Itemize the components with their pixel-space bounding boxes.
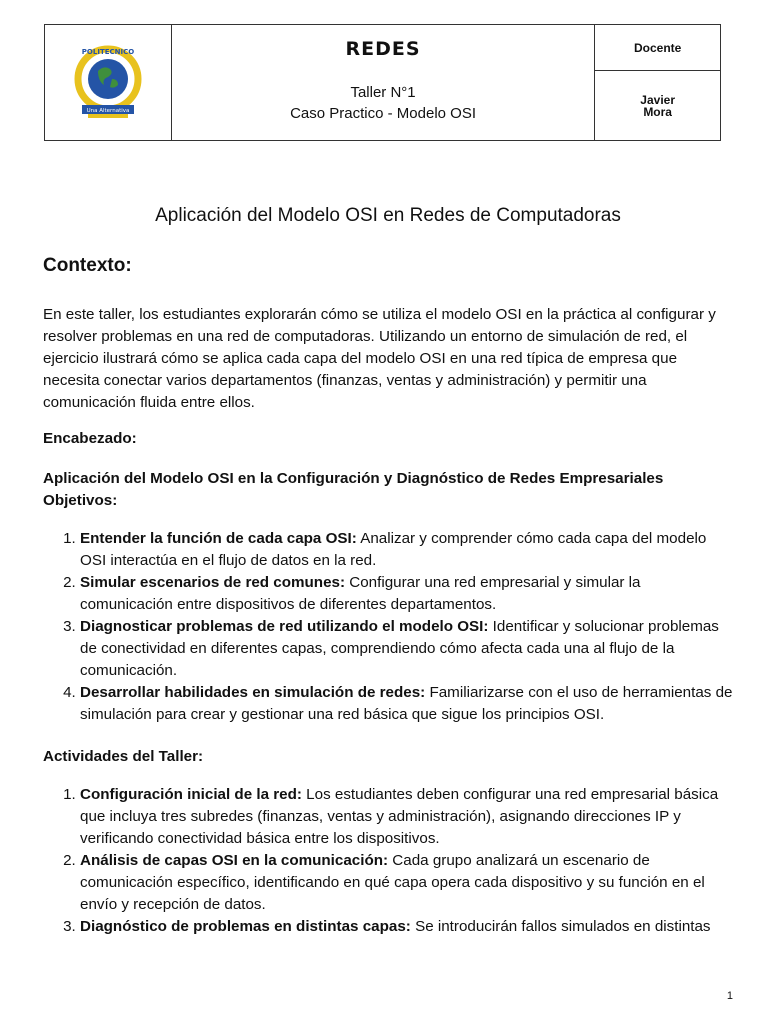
item-text: Cada grupo analizará un escenario de comunicación específico, identificando en qué capa opera cada dispositivo y su función en el envío y recepción de datos.	[80, 852, 705, 913]
objetivos-label: Objetivos:	[43, 492, 118, 509]
header-table	[44, 24, 721, 141]
workshop-number: Taller N°1	[350, 83, 416, 101]
case-name: Caso Practico - Modelo OSI	[290, 104, 476, 122]
objetivos-list	[43, 528, 733, 726]
docente-first-name: Javier	[640, 92, 675, 107]
docente-label-cell	[595, 25, 721, 71]
item-lead: Diagnosticar problemas de red utilizando el modelo OSI:	[80, 618, 489, 635]
list-item	[80, 572, 733, 616]
list-item	[80, 682, 733, 726]
item-lead: Simular escenarios de red comunes:	[80, 574, 346, 591]
politecnico-logo	[68, 43, 148, 123]
logo-cell	[45, 25, 172, 141]
encabezado-label: Encabezado:	[43, 430, 137, 447]
actividades-list	[43, 784, 733, 938]
svg-text:POLITECNICO: POLITECNICO	[81, 47, 135, 56]
item-text: Familiarizarse con el uso de herramientas de simulación para crear y gestionar una red básica que sigue los principios OSI.	[80, 684, 733, 723]
item-text: Se introducirán fallos simulados en distintas	[410, 918, 711, 935]
encabezado-title-text: Aplicación del Modelo OSI en la Configuración y Diagnóstico de Redes Empresariales	[43, 470, 664, 487]
header-title-cell	[171, 25, 595, 141]
docente-last-name: Mora	[643, 104, 672, 119]
list-item	[80, 528, 733, 572]
item-text: Identificar y solucionar problemas de conectividad en diferentes capas, comprendiendo cómo afecta cada una al flujo de la comunicación.	[80, 618, 719, 679]
docente-label: Docente	[633, 40, 682, 55]
item-text: Configurar una red empresarial y simular la comunicación entre dispositivos de diferentes departamentos.	[80, 574, 641, 613]
page-number: 1	[726, 990, 733, 1002]
docente-name-cell	[595, 71, 721, 141]
course-title: REDES	[345, 37, 421, 60]
list-item	[80, 916, 733, 938]
item-lead: Configuración inicial de la red:	[80, 786, 302, 803]
list-item	[80, 850, 733, 916]
document-title: Aplicación del Modelo OSI en Redes de Computadoras	[155, 205, 621, 226]
encabezado-title	[43, 468, 733, 512]
item-text: Los estudiantes deben configurar una red empresarial básica que incluya tres subredes (finanzas, ventas y administración), asignando direcciones IP y verificando conectividad básica entre los dispositivos.	[80, 786, 719, 847]
list-item	[80, 616, 733, 682]
item-lead: Desarrollar habilidades en simulación de redes:	[80, 684, 426, 701]
list-item	[80, 784, 733, 850]
context-heading: Contexto:	[43, 255, 132, 276]
document-body	[43, 200, 733, 938]
svg-text:Una Alternativa: Una Alternativa	[86, 107, 130, 114]
item-lead: Análisis de capas OSI en la comunicación:	[80, 852, 389, 869]
item-text: Analizar y comprender cómo cada capa del modelo OSI interactúa en el flujo de datos en la red.	[80, 530, 707, 569]
item-lead: Entender la función de cada capa OSI:	[80, 530, 357, 547]
context-paragraph: En este taller, los estudiantes explorarán cómo se utiliza el modelo OSI en la práctica al configurar y resolver problemas en una red de computadoras. Utilizando un entorno de simulación de red, el ejercicio ilustrará cómo se aplica cada capa del modelo OSI en una red típica de empresa que necesita conectar varios departamentos (finanzas, ventas y administración) y permitir una comunicación fluida entre ellos.	[43, 306, 716, 411]
actividades-label: Actividades del Taller:	[43, 748, 204, 765]
item-lead: Diagnóstico de problemas en distintas capas:	[80, 918, 411, 935]
